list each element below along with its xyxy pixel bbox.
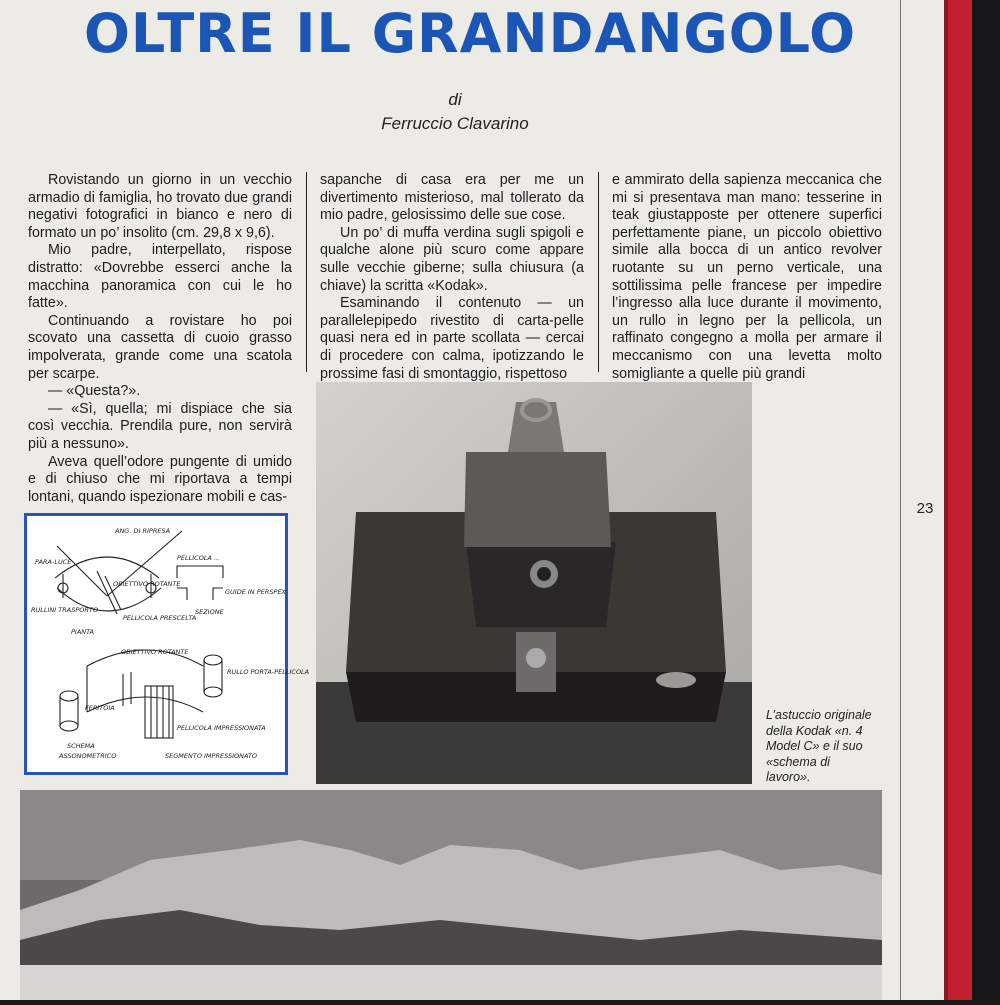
label-sezione: SEZIONE xyxy=(195,608,224,616)
label-feritoia: FERITOIA xyxy=(85,704,115,712)
text-column-1 xyxy=(28,172,292,506)
page-number: 23 xyxy=(916,500,934,517)
paragraph: Continuando a rovistare ho poi scovato una cassetta di cuoio grasso impolverata, grande come una scatola per scarpe. xyxy=(28,312,292,382)
label-assonometrico: ASSONOMETRICO xyxy=(59,752,117,760)
article-title: OLTRE IL GRANDANGOLO xyxy=(83,2,857,65)
label-segmento: SEGMENTO IMPRESSIONATO xyxy=(165,752,258,760)
text-column-2 xyxy=(320,172,584,383)
background-edge xyxy=(972,0,1000,1000)
camera-schema-diagram xyxy=(24,513,310,775)
column-rule-right xyxy=(598,172,599,372)
paragraph: — «Sì, quella; mi dispiace che sia così vecchia. Prendila pure, non servirà più a nessuno». xyxy=(28,400,292,452)
paragraph: Esaminando il contenuto — un parallelepipedo rivestito di carta-pelle quasi nera ed in parte scollata — cercai di procedere con calma, ipotizzando le prossime fasi di smontaggio, rispettoso xyxy=(320,295,584,382)
label-pianta: PIANTA xyxy=(71,628,94,636)
binding-spine xyxy=(948,0,972,1000)
paragraph: Aveva quell’odore pungente di umido e di chiuso che mi riportava a tempi lontani, quando ispezionare mobili e cas- xyxy=(28,453,292,505)
paragraph: sapanche di casa era per me un divertimento misterioso, mal tollerato da mio padre, gelosissimo delle sue cose. xyxy=(320,172,584,224)
text-column-3 xyxy=(612,172,882,383)
paragraph: — «Questa?». xyxy=(48,383,141,400)
label-schema: SCHEMA xyxy=(67,742,95,750)
label-rullini: RULLINI TRASPORTO xyxy=(31,606,98,614)
paragraph: Un po’ di muffa verdina sugli spigoli e qualche alone più scuro come appare sulle vecchie giberne; sulla chiusura (a chiave) la scritta «Kodak». xyxy=(320,224,584,294)
paragraph: Rovistando un giorno in un vecchio armadio di famiglia, ho trovato due grandi negativi fotografici in bianco e nero di formato un po’ insolito (cm. 29,8 x 9,6). xyxy=(28,172,292,241)
paragraph: e ammirato della sapienza meccanica che mi si presentava man mano: tesserine in teak giustapposte per ottenere superfici perfettamente piane, un piccolo obiettivo simile alla bocca di un antico revolver ruotante su un perno verticale, una sottilissima pelle francese per impedire l’ingresso alla luce durante il movimento, un rullo in legno per la pellicola, un raffinato congegno a molla per armare il meccanismo con una levetta molto somigliante a quelle più grandi xyxy=(612,172,882,382)
byline-author: Ferruccio Clavarino xyxy=(381,114,529,133)
page-frame-right xyxy=(900,0,901,1000)
schema-drawing xyxy=(27,516,310,772)
paragraph: Mio padre, interpellato, rispose distratto: «Dovrebbe esserci anche la macchina panoramica con cui le ho fatte». xyxy=(28,242,292,312)
label-rullo: RULLO PORTA-PELLICOLA xyxy=(227,668,310,676)
label-obiettivo: OBIETTIVO ROTANTE xyxy=(113,580,181,588)
photo-caption: L’astuccio originale della Kodak «n. 4 Model C» e il suo «schema di lavoro». xyxy=(766,708,872,784)
label-film-top: PELLICOLA ... xyxy=(177,554,221,562)
label-parasole: PARA-LUCE xyxy=(35,558,72,566)
label-guide: GUIDE IN PERSPEX xyxy=(225,588,286,596)
label-pellicola: PELLICOLA PRESCELTA xyxy=(123,614,197,622)
column-rule-left xyxy=(306,172,307,372)
camera-case-photo xyxy=(316,382,752,784)
label-pellicola-impressionata: PELLICOLA IMPRESSIONATA xyxy=(177,724,266,732)
panoramic-landscape-photo xyxy=(20,790,882,1000)
byline-prefix: di xyxy=(448,90,462,109)
label-angle: ANG. DI RIPRESA xyxy=(115,527,171,535)
label-obiettivo-bottom: OBIETTIVO ROTANTE xyxy=(121,648,189,656)
